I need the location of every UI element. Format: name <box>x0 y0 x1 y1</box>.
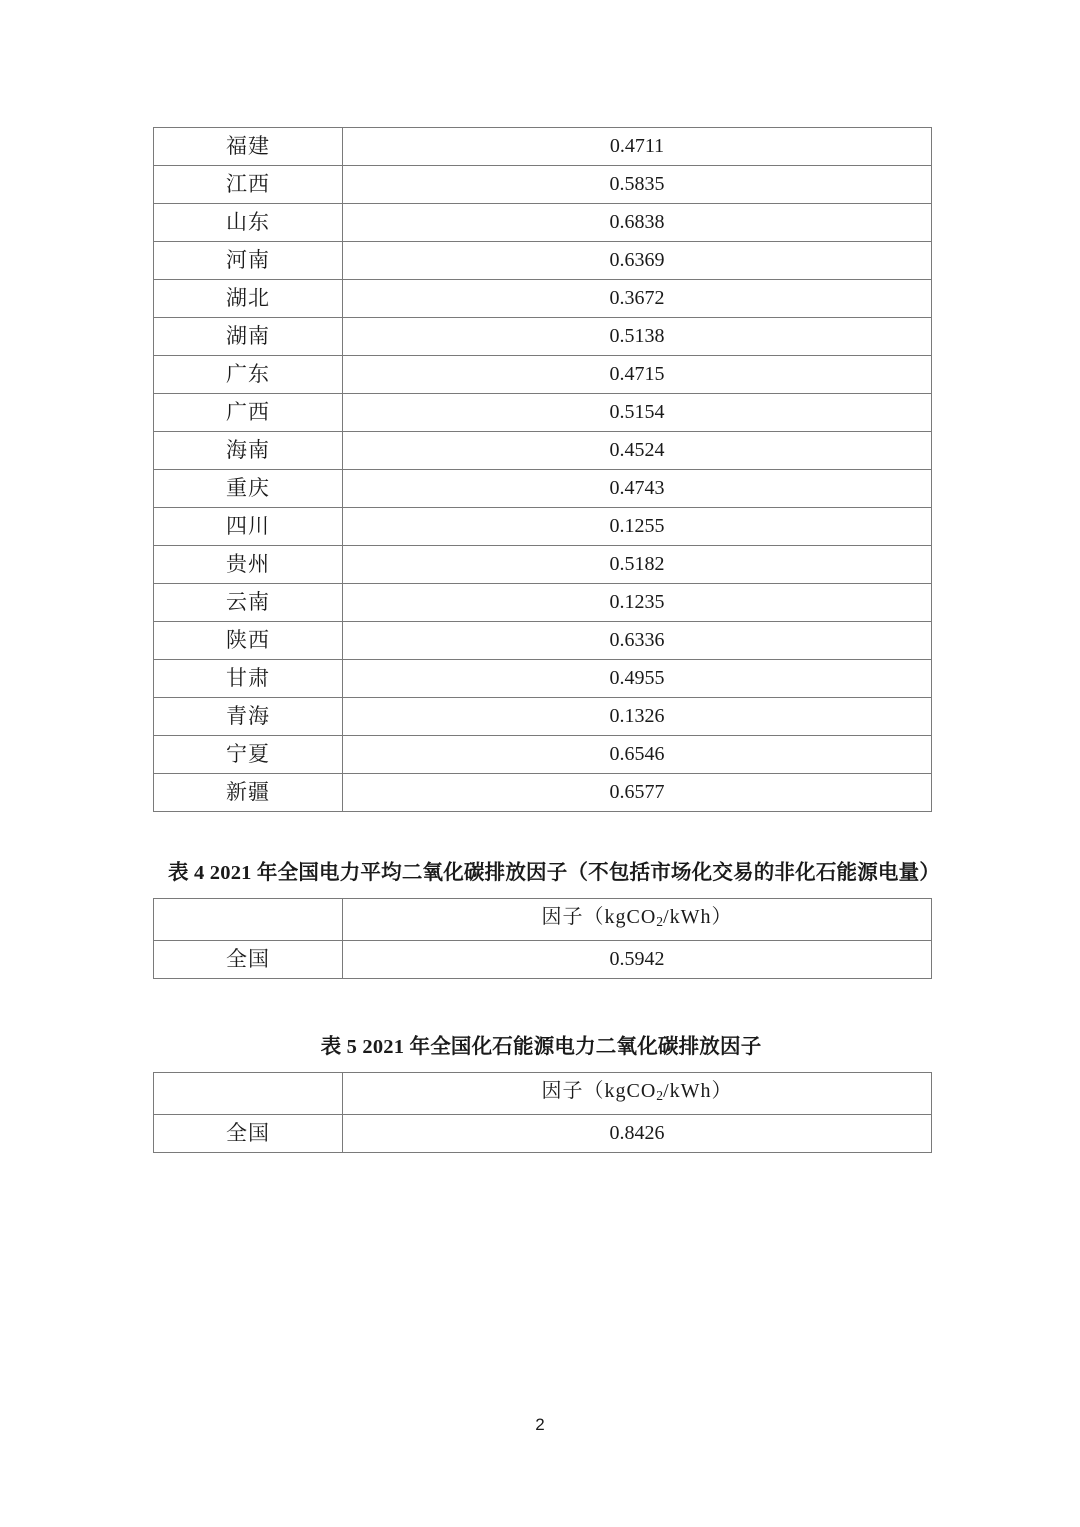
table-row <box>154 546 932 584</box>
region-cell: 重庆 <box>154 470 343 508</box>
region-cell: 新疆 <box>154 774 343 812</box>
table-body <box>154 1073 932 1153</box>
region-cell: 广西 <box>154 394 343 432</box>
table-row <box>154 584 932 622</box>
table-row <box>154 128 932 166</box>
table5-caption: 表 5 2021 年全国化石能源电力二氧化碳排放因子 <box>320 1036 762 1058</box>
table-row <box>154 470 932 508</box>
value-cell: 0.6577 <box>343 774 932 812</box>
value-cell: 0.5138 <box>343 318 932 356</box>
provinces-factor-table <box>153 127 932 812</box>
table-row <box>154 1114 932 1152</box>
table4-corner-cell <box>154 899 343 941</box>
value-cell: 0.4715 <box>343 356 932 394</box>
table-header-row <box>154 1073 932 1115</box>
value-cell: 0.5182 <box>343 546 932 584</box>
table-body <box>154 128 932 812</box>
table-row <box>154 736 932 774</box>
table4-region-cell: 全国 <box>154 940 343 978</box>
value-cell: 0.4955 <box>343 660 932 698</box>
national-average-factor-table <box>153 898 932 979</box>
value-cell: 0.4743 <box>343 470 932 508</box>
region-cell: 青海 <box>154 698 343 736</box>
fossil-energy-factor-table <box>153 1072 932 1153</box>
region-cell: 陕西 <box>154 622 343 660</box>
table-row <box>154 318 932 356</box>
value-cell: 0.5154 <box>343 394 932 432</box>
factor-header-suffix: /kWh） <box>663 906 733 928</box>
region-cell: 海南 <box>154 432 343 470</box>
region-cell: 宁夏 <box>154 736 343 774</box>
factor-header-suffix: /kWh） <box>663 1080 733 1102</box>
table4-caption: 表 4 2021 年全国电力平均二氧化碳排放因子（不包括市场化交易的非化石能源电量） <box>168 862 941 884</box>
region-cell: 山东 <box>154 204 343 242</box>
table5-corner-cell <box>154 1073 343 1115</box>
region-cell: 甘肃 <box>154 660 343 698</box>
region-cell: 江西 <box>154 166 343 204</box>
table-row <box>154 394 932 432</box>
factor-header-prefix: 因子（kgCO <box>541 1080 657 1102</box>
page-number: 2 <box>535 1415 545 1434</box>
region-cell: 广东 <box>154 356 343 394</box>
region-cell: 湖北 <box>154 280 343 318</box>
value-cell: 0.3672 <box>343 280 932 318</box>
value-cell: 0.6336 <box>343 622 932 660</box>
table-row <box>154 166 932 204</box>
factor-header-prefix: 因子（kgCO <box>541 906 657 928</box>
table-body <box>154 899 932 979</box>
table-row <box>154 280 932 318</box>
value-cell: 0.1326 <box>343 698 932 736</box>
table5-value-cell: 0.8426 <box>343 1114 932 1152</box>
table5-region-cell: 全国 <box>154 1114 343 1152</box>
table4-value-cell: 0.5942 <box>343 940 932 978</box>
value-cell: 0.4524 <box>343 432 932 470</box>
table-row <box>154 204 932 242</box>
table5-factor-header <box>343 1073 932 1115</box>
value-cell: 0.1255 <box>343 508 932 546</box>
factor-header-subscript: 2 <box>656 913 664 929</box>
factor-header-subscript: 2 <box>656 1087 664 1103</box>
table-row <box>154 774 932 812</box>
table-row <box>154 356 932 394</box>
region-cell: 云南 <box>154 584 343 622</box>
table-row <box>154 508 932 546</box>
table-row <box>154 660 932 698</box>
table-row <box>154 242 932 280</box>
region-cell: 四川 <box>154 508 343 546</box>
table4-factor-header <box>343 899 932 941</box>
value-cell: 0.6546 <box>343 736 932 774</box>
value-cell: 0.1235 <box>343 584 932 622</box>
region-cell: 湖南 <box>154 318 343 356</box>
table-row <box>154 698 932 736</box>
value-cell: 0.5835 <box>343 166 932 204</box>
value-cell: 0.6369 <box>343 242 932 280</box>
region-cell: 贵州 <box>154 546 343 584</box>
table-row <box>154 432 932 470</box>
region-cell: 河南 <box>154 242 343 280</box>
table-row <box>154 940 932 978</box>
table-row <box>154 622 932 660</box>
value-cell: 0.4711 <box>343 128 932 166</box>
table-header-row <box>154 899 932 941</box>
value-cell: 0.6838 <box>343 204 932 242</box>
region-cell: 福建 <box>154 128 343 166</box>
